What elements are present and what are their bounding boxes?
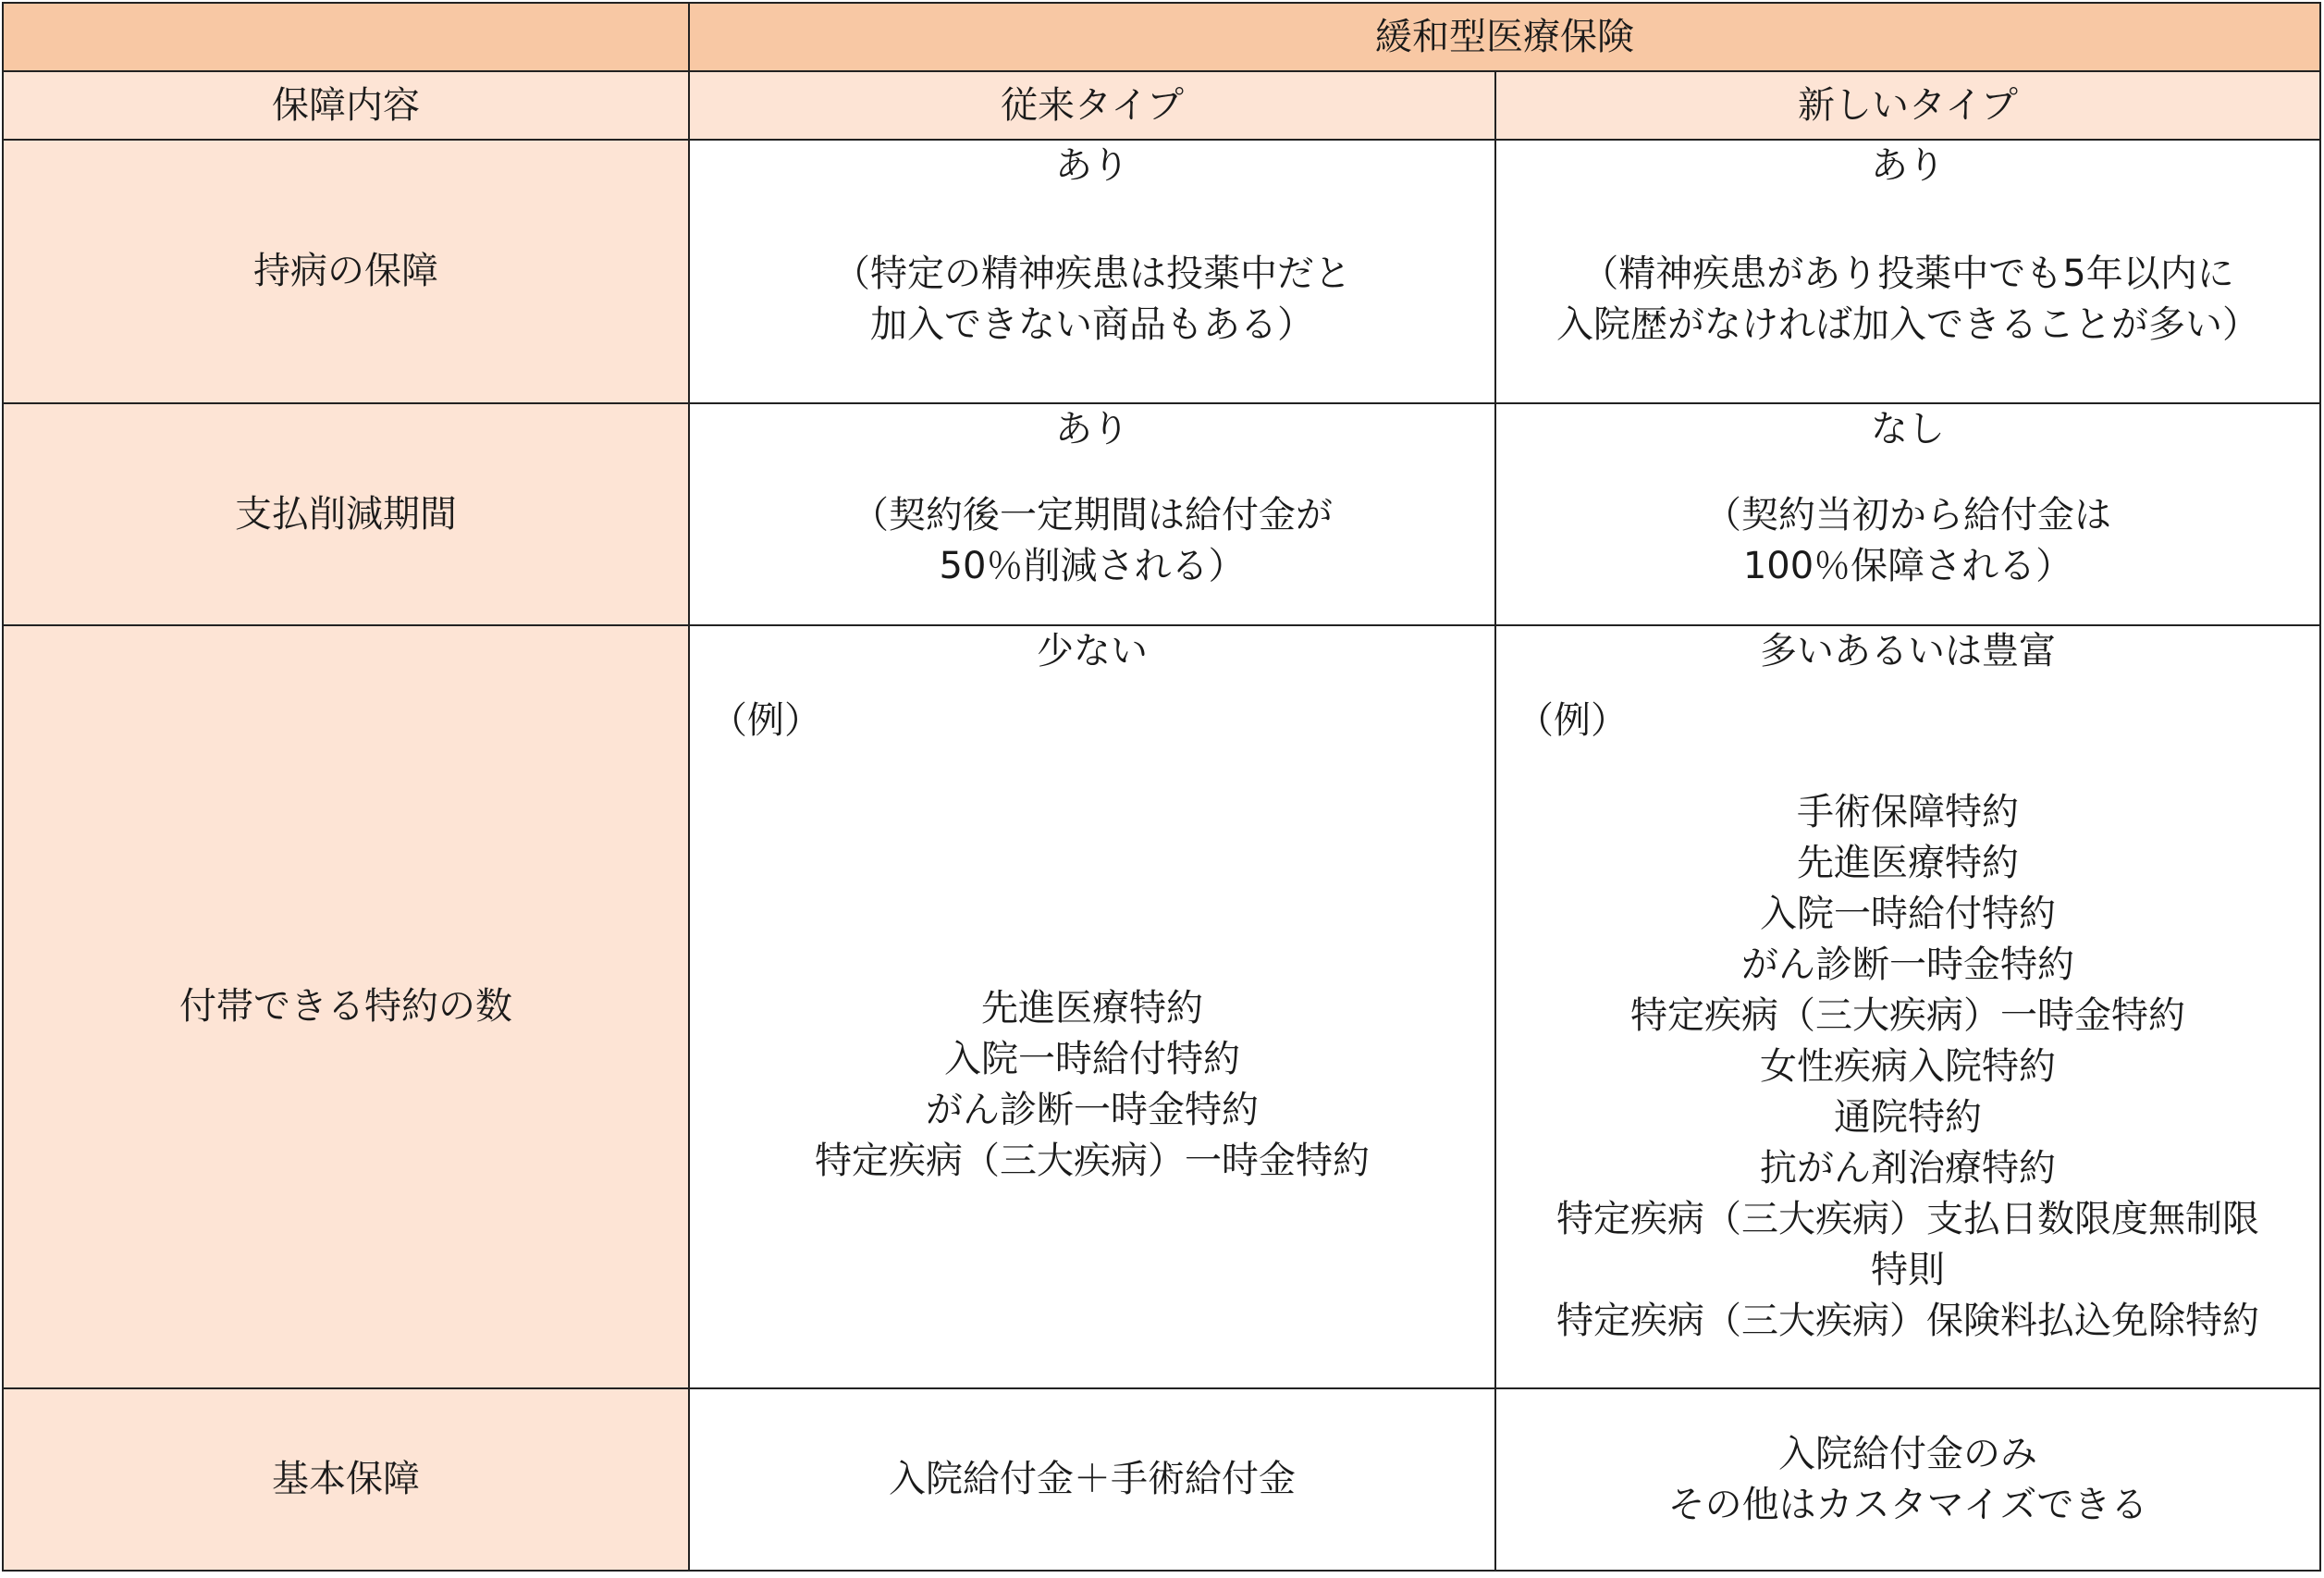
rider-item: 手術保障特約 (1797, 791, 2019, 833)
header-col-new: 新しいタイプ (1495, 71, 2320, 140)
cell-value-line: 入院給付金のみ (1778, 1432, 2037, 1475)
rider-item: 先進医療特約 (981, 987, 1203, 1029)
table-row (3, 625, 2320, 1388)
cell-new (1495, 140, 2320, 403)
header-col-label: 保障内容 (3, 71, 689, 140)
table-row (3, 1388, 2320, 1571)
rider-item: 特定疾病（三大疾病）一時金特約 (815, 1140, 1370, 1182)
cell-value-line: 入院給付金＋手術給付金 (889, 1458, 1296, 1500)
cell-traditional (689, 403, 1495, 625)
table-row (3, 403, 2320, 625)
row-label: 支払削減期間 (3, 403, 689, 625)
cell-new (1495, 1388, 2320, 1571)
row-label: 持病の保障 (3, 140, 689, 403)
row-label: 付帯できる特約の数 (3, 625, 689, 1388)
cell-traditional (689, 140, 1495, 403)
comparison-table (2, 2, 2321, 1572)
cell-main-value: 少ない (1037, 630, 1148, 672)
rider-item: 入院一時給付特約 (1760, 893, 2056, 935)
cell-main-value: あり (1055, 408, 1129, 450)
cell-main-value: 多いあるいは豊富 (1760, 630, 2056, 672)
header-group-title: 緩和型医療保険 (689, 3, 2320, 71)
rider-item: 抗がん剤治療特約 (1760, 1147, 2056, 1190)
header-empty-cell (3, 3, 689, 71)
example-label: （例） (1517, 699, 1628, 742)
header-row-group (3, 3, 2320, 71)
cell-note-line: （契約当初から給付金は (1704, 494, 2111, 536)
rider-item: 特定疾病（三大疾病）支払日数限度無制限 (1556, 1198, 2259, 1240)
rider-item: 先進医療特約 (1797, 842, 2019, 884)
cell-main-value: なし (1871, 408, 1945, 450)
cell-traditional (689, 625, 1495, 1388)
rider-item: がん診断一時金特約 (926, 1089, 1259, 1131)
cell-note-line: （特定の精神疾患は投薬中だと (833, 253, 1351, 295)
rider-item: 入院一時給付特約 (944, 1038, 1240, 1080)
rider-item: がん診断一時金特約 (1741, 943, 2074, 986)
cell-new (1495, 625, 2320, 1388)
header-col-traditional: 従来タイプ (689, 71, 1495, 140)
cell-note-line: 入院歴がなければ加入できることが多い） (1556, 303, 2259, 346)
cell-note-line: 100％保障される） (1742, 545, 2073, 587)
cell-note-line: 50％削減される） (939, 545, 1246, 587)
rider-item: 特則 (1871, 1249, 1945, 1291)
cell-main-value: あり (1871, 144, 1945, 187)
cell-note-line: 加入できない商品もある） (870, 303, 1314, 346)
cell-note-line: （精神疾患があり投薬中でも5年以内に (1581, 253, 2234, 295)
rider-item: 女性疾病入院特約 (1760, 1045, 2056, 1088)
cell-traditional (689, 1388, 1495, 1571)
header-row-columns (3, 71, 2320, 140)
example-label: （例） (710, 699, 821, 742)
rider-item: 通院特約 (1834, 1096, 1982, 1139)
row-label: 基本保障 (3, 1388, 689, 1571)
rider-item: 特定疾病（三大疾病）一時金特約 (1630, 994, 2185, 1037)
table-row (3, 140, 2320, 403)
cell-new (1495, 403, 2320, 625)
cell-note-line: （契約後一定期間は給付金が (852, 494, 1333, 536)
rider-item: 特定疾病（三大疾病）保険料払込免除特約 (1556, 1300, 2259, 1342)
cell-value-line: その他はカスタマイズできる (1667, 1483, 2148, 1526)
cell-main-value: あり (1055, 144, 1129, 187)
